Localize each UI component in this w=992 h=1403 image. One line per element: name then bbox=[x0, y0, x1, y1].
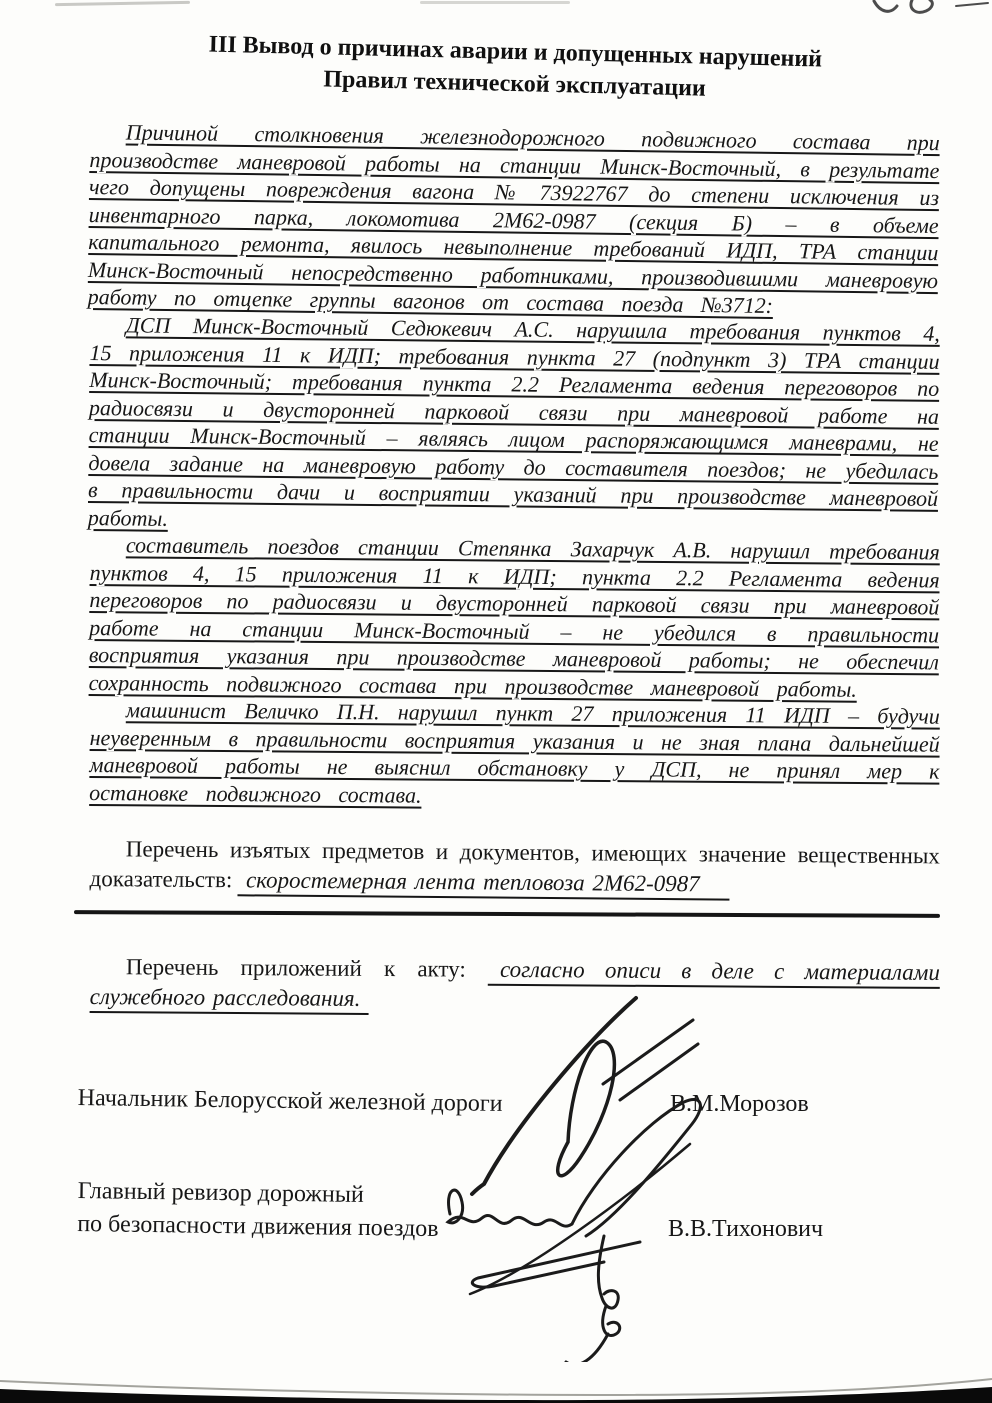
signature-row-tikhonovich bbox=[78, 1175, 940, 1246]
finding-paragraph-mashinist: машинист Величко П.Н. нарушил пункт 27 приложения 11 ИДП – будучи неуверенным в правильности восприятия указания и не зная плана дальнейшей маневровой работы не выяснил обстановку у ДСП, не принял мер к остановке подвижного состава. bbox=[89, 696, 940, 807]
signer-role-line-1: Главный ревизор дорожный bbox=[77, 1177, 364, 1208]
finding-paragraph-dsp: ДСП Минск-Восточный Седюкевич А.С. нарушила требования пунктов 4, 15 приложения 11 к ИДП; требования пункта 27 (подпункт 3) ТРА станции Минск-Восточный; требования пункта 2.2 Регламента ведения переговоров по радиосвязи и двусторонней парковой связи при маневровой работе на станции Минск-Восточный – являясь лицом распоряжающимся маневрами, не довела задание на маневровую работу до составителя поездов; не убедилась в правильности дачи и восприятии указаний при производстве маневровой работы. bbox=[87, 311, 940, 530]
finding-paragraph-cause: Причиной столкновения железнодорожного подвижного состава при производстве маневровой работы на станции Минск-Восточный, в результате чего допущены повреждения вагона № 73922767 до степени исключения из инвентарного парка, локомотива 2М62-0987 (секция Б) – в объеме капитального ремонта, явилось невыполнение требований ИДП, ТРА станции Минск-Восточный непосредственно работниками, производившими маневровую работу по отцепке группы вагонов от состава поезда №3712: bbox=[87, 119, 940, 318]
separator-line bbox=[74, 910, 940, 918]
signer-name: В.В.Тихонович bbox=[668, 1215, 824, 1242]
title-line-1: III Вывод о причинах аварии и допущенных нарушений bbox=[208, 31, 823, 73]
scan-bottom-edge bbox=[0, 1343, 992, 1403]
scan-artifact-top-left bbox=[55, 1, 190, 6]
attachments-label: Перечень приложений к акту: bbox=[125, 953, 466, 982]
signer-role bbox=[77, 1175, 558, 1248]
signature-row-morozov bbox=[78, 1082, 940, 1121]
finding-paragraph-sostavitel: составитель поездов станции Степянка Захарчук А.В. нарушил требования пунктов 4, 15 приложения 11 к ИДП; пункта 2.2 Регламента ведения переговоров по радиосвязи и двусторонней парковой связи при маневровой работе на станции Минск-Восточный – не убедился в правильности восприятия указания при производстве маневровой работы; не обеспечил сохранность подвижного состава при производстве маневровой работы. bbox=[88, 531, 940, 701]
title-line-2: Правил технической эксплуатации bbox=[323, 66, 707, 102]
attachments-value: согласно описи в деле с материалами служебного расследования. bbox=[90, 956, 940, 1014]
signer-role-line-1: Начальник Белорусской железной дороги bbox=[77, 1084, 503, 1117]
signer-role-line-2: по безопасности движения поездов bbox=[77, 1210, 439, 1242]
document-title bbox=[89, 26, 940, 111]
signature-block bbox=[78, 1082, 940, 1246]
handwritten-page-number bbox=[860, 0, 992, 22]
attachments-paragraph bbox=[90, 952, 940, 1018]
document-body bbox=[77, 30, 940, 1246]
signer-role bbox=[78, 1082, 558, 1122]
signer-name: В.М.Морозов bbox=[670, 1090, 809, 1117]
scan-artifact-top-center bbox=[420, 1, 570, 4]
evidence-value: скоростемерная лента тепловоза 2М62-0987 bbox=[238, 867, 730, 900]
evidence-label: Перечень изъятых предметов и документов, имеющих значение вещественных доказательств: bbox=[89, 835, 940, 892]
evidence-paragraph bbox=[89, 834, 939, 901]
signatures-ink bbox=[408, 982, 738, 1362]
